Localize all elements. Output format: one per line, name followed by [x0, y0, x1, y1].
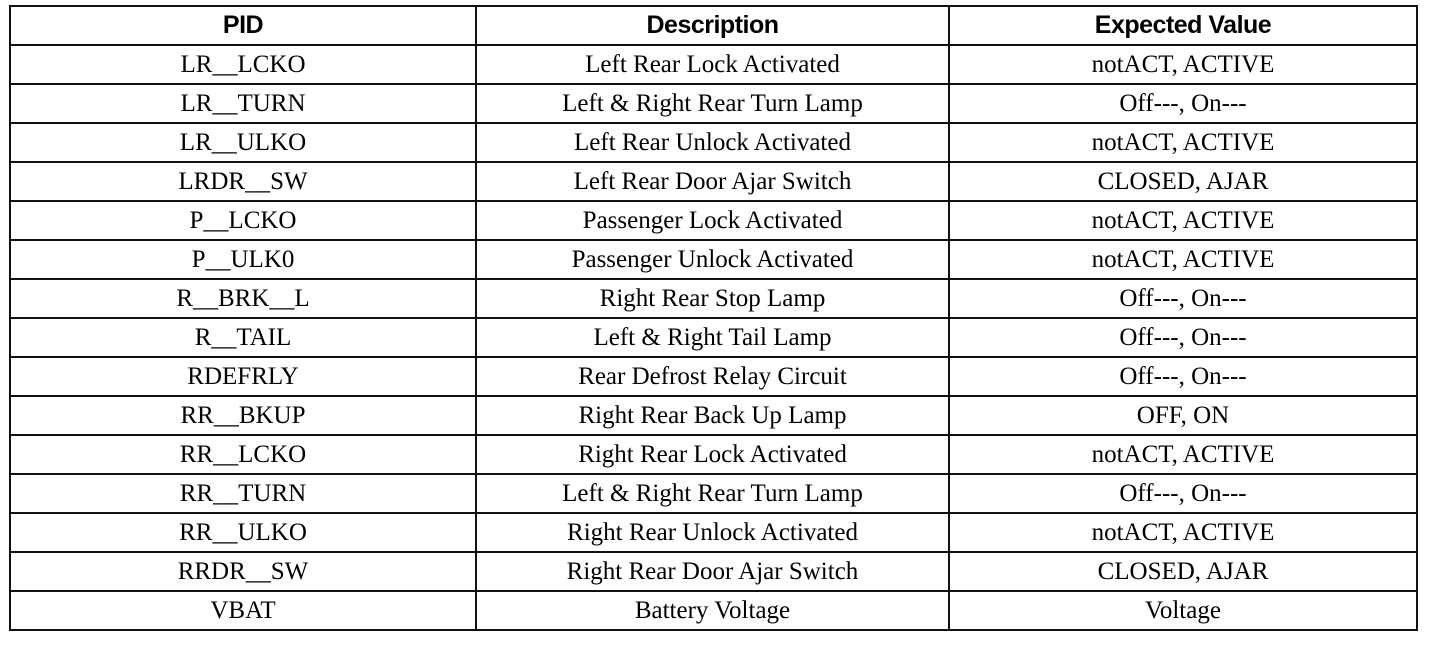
expected-value-cell: CLOSED, AJAR: [949, 552, 1417, 591]
expected-value-cell: Off---, On---: [949, 84, 1417, 123]
table-row: [10, 396, 1417, 435]
expected-value-cell: notACT, ACTIVE: [949, 123, 1417, 162]
expected-value-cell: Off---, On---: [949, 279, 1417, 318]
expected-value-cell: CLOSED, AJAR: [949, 162, 1417, 201]
expected-value-cell: Off---, On---: [949, 318, 1417, 357]
table-row: [10, 201, 1417, 240]
expected-value-cell: Off---, On---: [949, 474, 1417, 513]
pid-cell: LR__TURN: [10, 84, 476, 123]
pid-cell: VBAT: [10, 591, 476, 630]
pid-cell: R__TAIL: [10, 318, 476, 357]
table-row: [10, 123, 1417, 162]
expected-value-cell: notACT, ACTIVE: [949, 45, 1417, 84]
header-description: Description: [476, 6, 949, 45]
pid-table: [9, 5, 1418, 631]
expected-value-cell: Voltage: [949, 591, 1417, 630]
description-cell: Rear Defrost Relay Circuit: [476, 357, 949, 396]
header-row: [10, 6, 1417, 45]
header-expected-value: Expected Value: [949, 6, 1417, 45]
table-body: [10, 45, 1417, 630]
table-row: [10, 318, 1417, 357]
description-cell: Right Rear Back Up Lamp: [476, 396, 949, 435]
table-row: [10, 357, 1417, 396]
description-cell: Left & Right Rear Turn Lamp: [476, 84, 949, 123]
pid-cell: LR__LCKO: [10, 45, 476, 84]
table-row: [10, 84, 1417, 123]
pid-cell: RR__BKUP: [10, 396, 476, 435]
description-cell: Left Rear Door Ajar Switch: [476, 162, 949, 201]
description-cell: Right Rear Door Ajar Switch: [476, 552, 949, 591]
pid-cell: LR__ULKO: [10, 123, 476, 162]
table-row: [10, 162, 1417, 201]
description-cell: Left Rear Unlock Activated: [476, 123, 949, 162]
expected-value-cell: notACT, ACTIVE: [949, 201, 1417, 240]
table-row: [10, 513, 1417, 552]
pid-cell: RR__ULKO: [10, 513, 476, 552]
table-header: [10, 6, 1417, 45]
table-row: [10, 279, 1417, 318]
expected-value-cell: Off---, On---: [949, 357, 1417, 396]
pid-cell: RDEFRLY: [10, 357, 476, 396]
table-row: [10, 240, 1417, 279]
table-row: [10, 552, 1417, 591]
expected-value-cell: notACT, ACTIVE: [949, 240, 1417, 279]
header-pid: PID: [10, 6, 476, 45]
description-cell: Left Rear Lock Activated: [476, 45, 949, 84]
description-cell: Passenger Unlock Activated: [476, 240, 949, 279]
description-cell: Left & Right Tail Lamp: [476, 318, 949, 357]
pid-cell: LRDR__SW: [10, 162, 476, 201]
description-cell: Battery Voltage: [476, 591, 949, 630]
table-row: [10, 591, 1417, 630]
table-row: [10, 45, 1417, 84]
pid-cell: P__ULK0: [10, 240, 476, 279]
description-cell: Passenger Lock Activated: [476, 201, 949, 240]
table-row: [10, 474, 1417, 513]
pid-cell: P__LCKO: [10, 201, 476, 240]
pid-cell: R__BRK__L: [10, 279, 476, 318]
description-cell: Right Rear Lock Activated: [476, 435, 949, 474]
description-cell: Left & Right Rear Turn Lamp: [476, 474, 949, 513]
table-row: [10, 435, 1417, 474]
description-cell: Right Rear Stop Lamp: [476, 279, 949, 318]
expected-value-cell: notACT, ACTIVE: [949, 513, 1417, 552]
expected-value-cell: notACT, ACTIVE: [949, 435, 1417, 474]
expected-value-cell: OFF, ON: [949, 396, 1417, 435]
description-cell: Right Rear Unlock Activated: [476, 513, 949, 552]
pid-cell: RR__LCKO: [10, 435, 476, 474]
pid-cell: RR__TURN: [10, 474, 476, 513]
pid-cell: RRDR__SW: [10, 552, 476, 591]
